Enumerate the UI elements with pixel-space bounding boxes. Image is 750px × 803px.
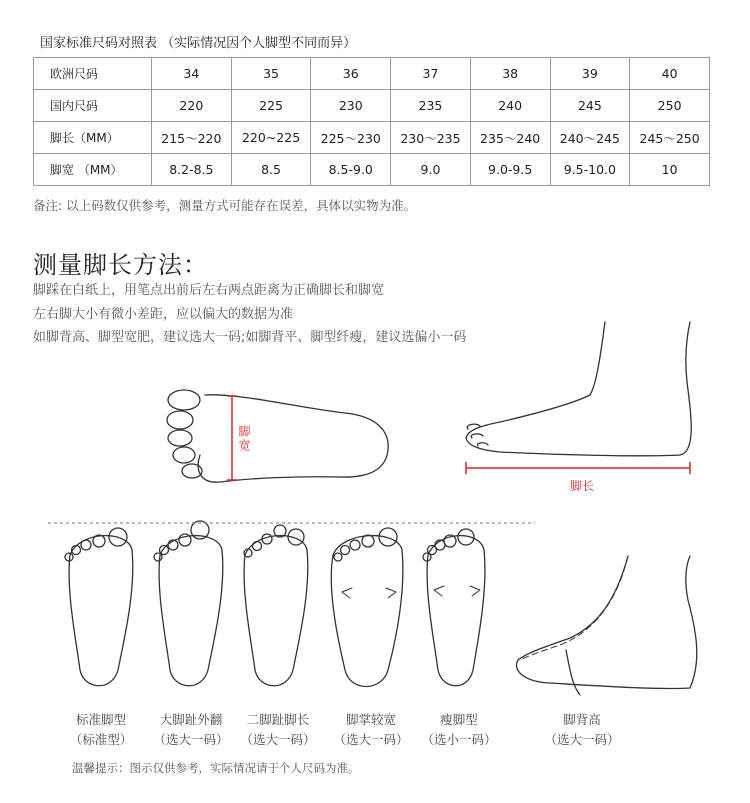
table-cell: 240: [470, 90, 550, 122]
foot-type-name: 脚背高: [563, 712, 601, 727]
foot-top-view-icon: [167, 390, 388, 482]
foot-type-caption: [141, 710, 241, 750]
row-header: 脚长（MM）: [34, 122, 152, 154]
foot-type-advice: （选大一码）: [240, 732, 316, 747]
high-instep-foot-icon: [516, 556, 696, 695]
foot-width-label: 脚宽: [237, 425, 251, 453]
bunion-foot-icon: [154, 521, 223, 686]
table-cell: 8.2-8.5: [152, 154, 232, 186]
method-title: 测量脚长方法：: [33, 251, 208, 279]
table-cell: 235～240: [470, 122, 550, 154]
disclaimer-note: 备注: 以上码数仅供参考，测量方式可能存在误差，具体以实物为准。: [33, 198, 417, 213]
table-cell: 225: [231, 90, 311, 122]
standard-foot-icon: [65, 528, 133, 686]
foot-type-caption: [228, 710, 328, 750]
foot-type-caption: [321, 710, 421, 750]
foot-type-name: 二脚趾脚长: [246, 712, 310, 727]
foot-type-name: 大脚趾外翻: [159, 712, 223, 727]
table-cell: 240～245: [550, 122, 630, 154]
table-cell: 245: [550, 90, 630, 122]
table-cell: 8.5: [231, 154, 311, 186]
table-title: 国家标准尺码对照表 （实际情况因个人脚型不同而异）: [40, 36, 357, 51]
table-cell: 250: [630, 90, 710, 122]
table-cell: 8.5-9.0: [311, 154, 391, 186]
table-cell: 9.0-9.5: [470, 154, 550, 186]
foot-type-advice: （标准型）: [69, 732, 133, 747]
foot-type-advice: （选大一码）: [333, 732, 409, 747]
table-cell: 9.5-10.0: [550, 154, 630, 186]
table-cell: 220: [152, 90, 232, 122]
table-cell: 40: [630, 58, 710, 90]
table-cell: 245～250: [630, 122, 710, 154]
foot-type-caption: [51, 710, 151, 750]
foot-type-advice: （选小一码）: [421, 732, 497, 747]
row-header: 脚宽 （MM）: [34, 154, 152, 186]
foot-type-caption: [409, 710, 509, 750]
long-second-toe-foot-icon: [244, 525, 308, 686]
table-cell: 35: [231, 58, 311, 90]
table-cell: 230～235: [391, 122, 471, 154]
foot-type-advice: （选大一码）: [544, 732, 620, 747]
method-line: 如脚背高、脚型宽肥，建议选大一码;如脚背平、脚型纤瘦，建议选偏小一码: [33, 330, 467, 345]
wide-foot-icon: [331, 528, 403, 687]
table-cell: 9.0: [391, 154, 471, 186]
method-line: 左右脚大小有微小差距，应以偏大的数据为准: [33, 307, 294, 322]
table-cell: 37: [391, 58, 471, 90]
table-cell: 225～230: [311, 122, 391, 154]
table-cell: 36: [311, 58, 391, 90]
foot-side-view-icon: [466, 322, 691, 456]
table-cell: 215～220: [152, 122, 232, 154]
table-cell: 10: [630, 154, 710, 186]
foot-type-caption: [532, 710, 632, 750]
slim-foot-icon: [423, 529, 485, 686]
foot-type-name: 瘦脚型: [440, 712, 478, 727]
foot-length-label: 脚长: [570, 479, 595, 493]
table-cell: 230: [311, 90, 391, 122]
foot-type-name: 标准脚型: [75, 712, 126, 727]
row-header: 欧洲尺码: [34, 58, 152, 90]
table-cell: 220~225: [231, 122, 311, 154]
table-cell: 38: [470, 58, 550, 90]
table-cell: 235: [391, 90, 471, 122]
footer-tip: 温馨提示：图示仅供参考，实际情况请于个人尺码为准。: [72, 761, 360, 775]
table-cell: 34: [152, 58, 232, 90]
method-line: 脚踩在白纸上，用笔点出前后左右两点距离为正确脚长和脚宽: [33, 283, 385, 298]
foot-type-advice: （选大一码）: [153, 732, 229, 747]
foot-type-name: 脚掌较宽: [345, 712, 396, 727]
table-cell: 39: [550, 58, 630, 90]
row-header: 国内尺码: [34, 90, 152, 122]
